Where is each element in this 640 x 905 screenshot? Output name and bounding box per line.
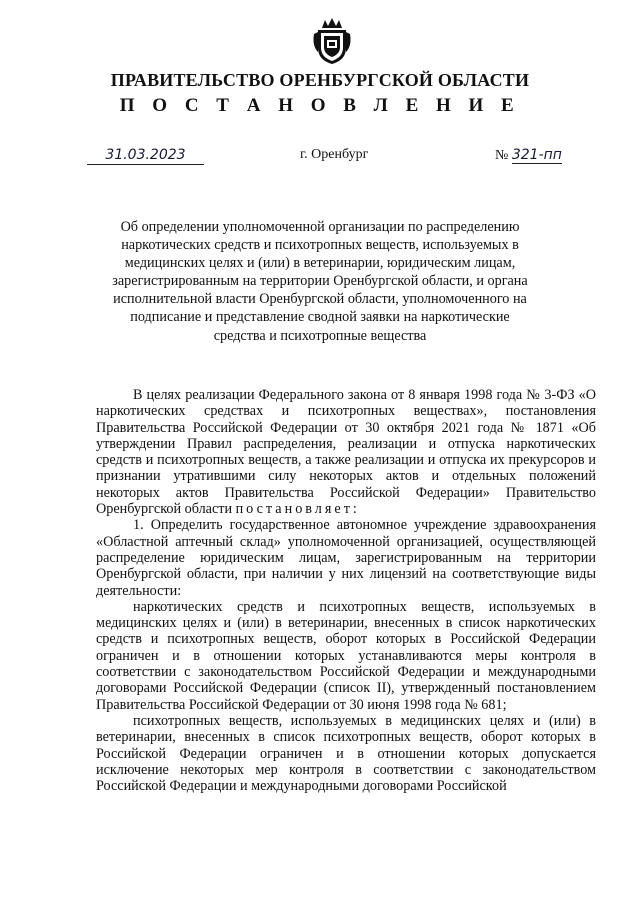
decree-number <box>495 147 562 164</box>
number-value: 321-пп <box>511 147 562 163</box>
decree-body <box>96 387 596 794</box>
body-paragraph-4: психотропных веществ, используемых в медицинских целях и (или) в ветеринарии, внесенных в список психотропных веществ, оборот которых в Российской Федерации ограничен и в отношении которых допускается исключение некоторых мер контроля в соответствии с законодательством Российской Федерации и международными договорами Российской <box>96 712 596 795</box>
body-paragraph-1: В целях реализации Федерального закона от 8 января 1998 года № 3-ФЗ «О наркотических средствах и психотропных веществах», постановления Правительства Российской Федерации от 30 октября 2021 года № 1871 «Об утверждении Правил распределения, реализации и отпуска наркотических средств и психотропных веществ, а также реализации и отпуска их прекурсоров и признании утратившими силу некоторых актов и отдельных положений некоторых актов Правительства Российской Федерации» Правительство Оренбургской области постановляет: <box>96 387 596 518</box>
document-type-title: П О С Т А Н О В Л Е Н И Е <box>119 95 521 116</box>
organization-title: ПРАВИТЕЛЬСТВО ОРЕНБУРГСКОЙ ОБЛАСТИ <box>110 70 530 90</box>
body-paragraph-2: 1. Определить государственное автономное учреждение здравоохранения «Областной аптечный склад» уполномоченной организацией, осуществляющей распределение юридическим лицам, зарегистрированным на территории Оренбургской области, при наличии у них лицензий на соответствующие виды деятельности: <box>96 517 596 599</box>
decree-city: г. Оренбург <box>300 147 369 162</box>
decree-subject: Об определении уполномоченной организации по распределению наркотических средств и психотропных веществ, используемых в медицинских целях и (или) в ветеринарии, юридическим лицам, зарегистрированным на территории Оренбургской области, и органа исполнительной власти Оренбургской области, уполномоченного на подписание и представление сводной заявки на наркотические средства и психотропные вещества <box>112 219 528 344</box>
decree-date: 31.03.2023 <box>87 147 204 165</box>
body-paragraph-3: наркотических средств и психотропных веществ, используемых в медицинских целях и (или) в ветеринарии, внесенных в список наркотических средств и психотропных веществ, оборот которых в Российской Федерации ограничен и в отношении которых устанавливаются меры контроля в соответствии с законодательством Российской Федерации и международными договорами Российской Федерации (список II), утвержденный постановлением Правительства Российской Федерации от 30 июня 1998 года № 681; <box>96 598 596 713</box>
coat-of-arms-icon <box>312 16 352 66</box>
number-label: № <box>495 148 509 163</box>
resolves-word: постановляет: <box>235 501 360 518</box>
